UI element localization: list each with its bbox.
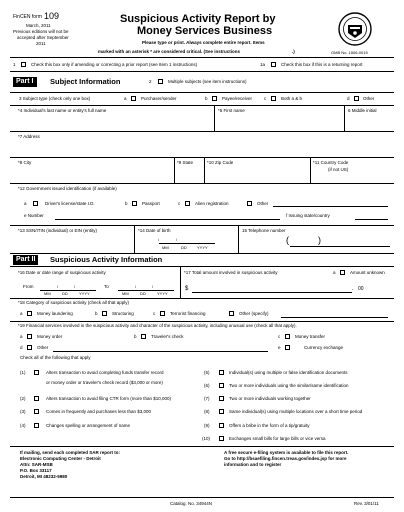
last-name-label: *4 Individual's last name or entity's full name	[18, 108, 107, 113]
address-label: *7 Address	[18, 134, 40, 139]
same-identification-checkbox[interactable]	[219, 383, 224, 388]
drivers-license-checkbox[interactable]	[33, 201, 38, 206]
city-label: *8 City	[18, 160, 32, 165]
form-number: 109	[44, 11, 60, 21]
exchanges-bills-checkbox[interactable]	[219, 436, 224, 441]
structuring-checkbox[interactable]	[102, 311, 107, 316]
phone-area-open: (	[286, 235, 289, 245]
efile-line-1: A free secure e-filing system is available to file this report.	[224, 450, 349, 455]
form-instruction-2-end: .)	[292, 49, 295, 54]
telephone-label: 15 Telephone number	[242, 228, 286, 233]
part2-label: Part II	[13, 255, 38, 265]
working-together-checkbox[interactable]	[219, 396, 224, 401]
form-instruction-2: marked with an asterisk * are considered critical. (See instructions	[98, 49, 241, 54]
issuing-state-label: f Issuing state/country	[286, 213, 330, 218]
multiple-locations-checkbox[interactable]	[219, 409, 224, 414]
activity-date-label: *16 Date or date range of suspicious activity	[18, 270, 106, 275]
mail-instruction: If mailing, send each completed SAR report to:	[20, 450, 121, 455]
check-all-label: Check all of the following that apply	[20, 355, 91, 360]
other-service-checkbox[interactable]	[27, 345, 32, 350]
alters-transaction-ctr-checkbox[interactable]	[34, 396, 39, 401]
multiple-subjects-label: Multiple subjects (see item instructions)	[168, 79, 247, 84]
offers-bribe-checkbox[interactable]	[219, 423, 224, 428]
sar-msb-form: FinCEN form 109 March, 2011 Previous editions will not be accepted after September 2011 Suspicious Activity Report by Money Services Business Please type or print. Always complete entire report. Items marked with an asterisk * are considered critical. (See instructions .) OMB No. 1506-0015 1 Check this box only if amending or correcting a prior report (see Item 1 instructions) 1a Check this box if this is a returning report Part I Subject Information 2 Multiple subjects (see item instructions) 3 Subject type (check only one box) a Purchaser/sender b Payee/receiver c Both a & b d Other *4 Individual's last name or entity's full name *5 First name 6 Middle initial *7 Address *8 City *9 State *10 Zip Code *11 Country Code (if not US) *12 Government issued identification (if available) a Driver's license/state I.D. b Passport c Alien registration Other e Number f Issuing state/country *13 SSN/ITIN (individual) or EIN (entity) *14 Date of birth / / MM DD YYYY 15 Telephone number ( ) Part II Suspicious Activity Information *16 Date or date range of suspicious activity From / / MM DD YYYY To / / MM DD YYYY *17 Total amount involved in suspicious activity a Amount unknown $ . 00 *18 Category of suspicious activity (check all that apply) a Money laundering b Structuring c Terrorist financing Other (specify) *19 Financial services involved in the suspicious activity and character of the suspicious activity, including unusual use (check all that apply). a Money order b Traveler's check c Money transfer d Other e Currency exchange Check all of the following that apply (1) Alters transaction to avoid completing funds transfer record or money order or traveler's check record ($3,000 or more) (2) Alters transaction to avoid filing CTR form (more than $10,000) (3) Comes in frequently and purchases less than $3,000 (4) Changes spelling or arrangement of name (5) Individual(s) using multiple or false identification documents (6) Two or more individuals using the similar/same identification (7) Two or more individuals working together (8) Same individual(s) using multiple locations over a short time period (9) Offers a bribe in the form of a tip/gratuity (10) Exchanges small bills for large bills or vice versa If mailing, send each completed SAR report to: Electronic Computing Center - Detroit Attn: SAR-MSB P.O. Box 33117 Detroit, MI 48232-5980 A free secure e-filing system is available to file this report. Go to http://bsaefiling.fincen.treas.gov/index.jsp for more information and to register Catalog. No. 34944N Rev. 3/01/11	[13, 11, 385, 506]
form-title-line2: Money Services Business	[137, 25, 273, 37]
telephone-field[interactable]	[290, 246, 390, 247]
total-amount-field[interactable]	[192, 292, 352, 293]
other-id-checkbox[interactable]	[247, 201, 252, 206]
ssn-label: *13 SSN/ITIN (individual) or EIN (entity)	[18, 228, 98, 233]
phone-area-close: )	[318, 235, 321, 245]
country-code-note: (if not US)	[328, 167, 349, 172]
form-title-line1: Suspicious Activity Report by	[120, 13, 276, 25]
mail-address-2: Attn: SAR-MSB	[20, 462, 53, 467]
alters-transaction-funds-checkbox[interactable]	[34, 370, 39, 375]
issuing-state-field[interactable]	[355, 219, 388, 220]
dob-label: *14 Date of birth	[138, 228, 171, 233]
comes-in-frequently-checkbox[interactable]	[34, 409, 39, 414]
money-order-checkbox[interactable]	[27, 334, 32, 339]
both-checkbox[interactable]	[271, 96, 276, 101]
treasury-seal-icon	[338, 12, 372, 46]
part2-title: Suspicious Activity Information	[50, 255, 163, 264]
form-revision: March, 2011	[26, 23, 51, 28]
form-instruction-1: Please type or print. Always complete entire report. Items	[142, 40, 265, 45]
money-transfer-checkbox[interactable]	[285, 334, 290, 339]
id-number-label: e Number	[24, 213, 44, 218]
category-label: *18 Category of suspicious activity (check all that apply)	[18, 300, 130, 305]
terrorist-financing-checkbox[interactable]	[160, 311, 165, 316]
alien-registration-checkbox[interactable]	[185, 201, 190, 206]
amount-unknown-checkbox[interactable]	[340, 270, 345, 275]
total-amount-label: *17 Total amount involved in suspicious activity	[184, 270, 278, 275]
efile-line-3: information and to register	[224, 462, 282, 467]
prev-editions-2: accepted after September	[17, 35, 69, 40]
prev-editions-3: 2011	[36, 41, 46, 46]
returning-report-checkbox[interactable]	[271, 62, 276, 67]
omb-number: OMB No. 1506-0015	[331, 50, 368, 55]
other-category-checkbox[interactable]	[229, 311, 234, 316]
first-name-label: *5 First name	[218, 108, 245, 113]
mail-address-1: Electronic Computing Center - Detroit	[20, 456, 101, 461]
passport-checkbox[interactable]	[132, 201, 137, 206]
country-code-label: *11 Country Code	[313, 160, 349, 165]
mail-address-4: Detroit, MI 48232-5980	[20, 474, 68, 479]
form-prefix: FinCEN form	[13, 14, 42, 20]
middle-initial-label: 6 Middle initial	[348, 108, 377, 113]
part1-title: Subject Information	[50, 77, 121, 86]
state-label: *9 State	[177, 160, 194, 165]
multiple-subjects-checkbox[interactable]	[158, 79, 163, 84]
other-category-field[interactable]	[281, 317, 388, 318]
changes-spelling-checkbox[interactable]	[34, 423, 39, 428]
currency-exchange-checkbox[interactable]	[285, 345, 290, 350]
zip-label: *10 Zip Code	[207, 160, 234, 165]
id-number-field[interactable]	[55, 219, 280, 220]
form-rev: Rev. 3/01/11	[354, 501, 379, 506]
payee-receiver-checkbox[interactable]	[212, 96, 217, 101]
financial-services-label: *19 Financial services involved in the suspicious activity and character of the suspicious activity, including unusual use (check all that apply).	[18, 323, 297, 328]
other-service-field[interactable]	[53, 351, 268, 352]
money-laundering-checkbox[interactable]	[27, 311, 32, 316]
multiple-false-id-checkbox[interactable]	[219, 370, 224, 375]
mail-address-3: P.O. Box 33117	[20, 468, 52, 473]
returning-report-label: Check this box if this is a returning report	[281, 62, 363, 67]
part1-label: Part I	[13, 77, 37, 87]
other-id-field[interactable]	[273, 206, 388, 207]
other-subject-checkbox[interactable]	[354, 96, 359, 101]
travelers-check-checkbox[interactable]	[141, 334, 146, 339]
catalog-number: Catalog. No. 34944N	[170, 501, 213, 506]
amend-label: Check this box only if amending or correcting a prior report (see Item 1 instructions)	[31, 62, 198, 67]
prev-editions-1: Previous editions will not be	[13, 29, 69, 34]
efile-line-2[interactable]: Go to http://bsaefiling.fincen.treas.gov/index.jsp for more	[224, 456, 347, 461]
purchaser-sender-checkbox[interactable]	[131, 96, 136, 101]
subject-type-label: 3 Subject type (check only one box)	[19, 96, 91, 101]
dob-field[interactable]	[159, 243, 215, 244]
amend-checkbox[interactable]	[21, 62, 26, 67]
government-id-label: *12 Government issued identification (if available)	[18, 186, 117, 191]
